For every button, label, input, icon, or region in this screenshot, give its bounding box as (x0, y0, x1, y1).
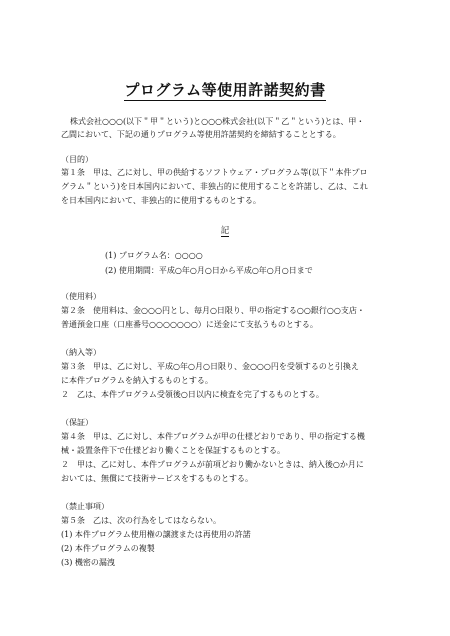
article-4-line-4: おいては、無償にて技術サービスをするものとする。 (61, 474, 253, 483)
article-4-line-1: 第４条 甲は、乙に対し、本件プログラムが甲の仕様どおりであり、甲の指定する機 (61, 432, 365, 441)
section-heading-warranty: （保証） (61, 418, 93, 427)
item-program-name: (1) プログラム名：○○○○ (105, 251, 203, 260)
article-5-line-1: 第５条 乙は、次の行為をしてはならない。 (61, 516, 221, 525)
article-1-line-1: 第１条 甲は、乙に対し、甲の供給するソフトウェア・プログラム等(以下＂本件プロ (61, 168, 368, 177)
intro-line-2: 乙間において、下記の通りプログラム等使用許諾契約を締結することとする。 (61, 130, 341, 139)
section-heading-prohibited: （禁止事項） (61, 502, 109, 511)
ki-heading (0, 224, 450, 236)
article-3-line-3: ２ 乙は、本件プログラム受領後○日以内に検査を完了するものとする。 (61, 390, 324, 399)
item-usage-period: (2) 使用期間：平成○年○月○日から平成○年○月○日まで (105, 266, 313, 275)
article-4-line-2: 械・設置条件下で仕様どおり働くことを保証するものとする。 (61, 446, 285, 455)
ki-heading-text: 記 (220, 226, 230, 236)
article-5-item-3: (3) 機密の漏洩 (61, 558, 115, 567)
article-3-line-1: 第３条 甲は、乙に対し、平成○年○月○日限り、金○○○円を受領するのと引換え (61, 362, 359, 371)
article-5-item-1: (1) 本件プログラム使用権の譲渡または再使用の許諾 (61, 530, 251, 539)
article-1-line-2: グラム＂という)を日本国内において、非独占的に使用することを許諾し、乙は、これ (61, 182, 368, 191)
article-2-line-1: 第２条 使用料は、金○○○円とし、毎月○日限り、甲の指定する○○銀行○○支店・ (61, 306, 365, 315)
article-3-line-2: に本件プログラムを納入するものとする。 (61, 376, 213, 385)
article-2-line-2: 普通預金口座（口座番号○○○○○○○）に送金にて支払うものとする。 (61, 320, 318, 329)
article-1-line-3: を日本国内において、非独占的に使用するものとする。 (61, 196, 261, 205)
section-heading-delivery: （納入等） (61, 348, 101, 357)
section-heading-fee: （使用料） (61, 292, 101, 301)
document-title (0, 79, 450, 100)
article-5-item-2: (2) 本件プログラムの複製 (61, 544, 155, 553)
intro-line-1: 株式会社○○○(以下＂甲＂という)と○○○株式会社(以下＂乙＂という)とは、甲・ (70, 117, 365, 126)
section-heading-purpose: （目的） (61, 155, 93, 164)
article-4-line-3: ２ 甲は、乙に対し、本件プログラムが前項どおり働かないときは、納入後○か月に (61, 460, 364, 469)
document-title-text: プログラム等使用許諾契約書 (124, 81, 326, 99)
